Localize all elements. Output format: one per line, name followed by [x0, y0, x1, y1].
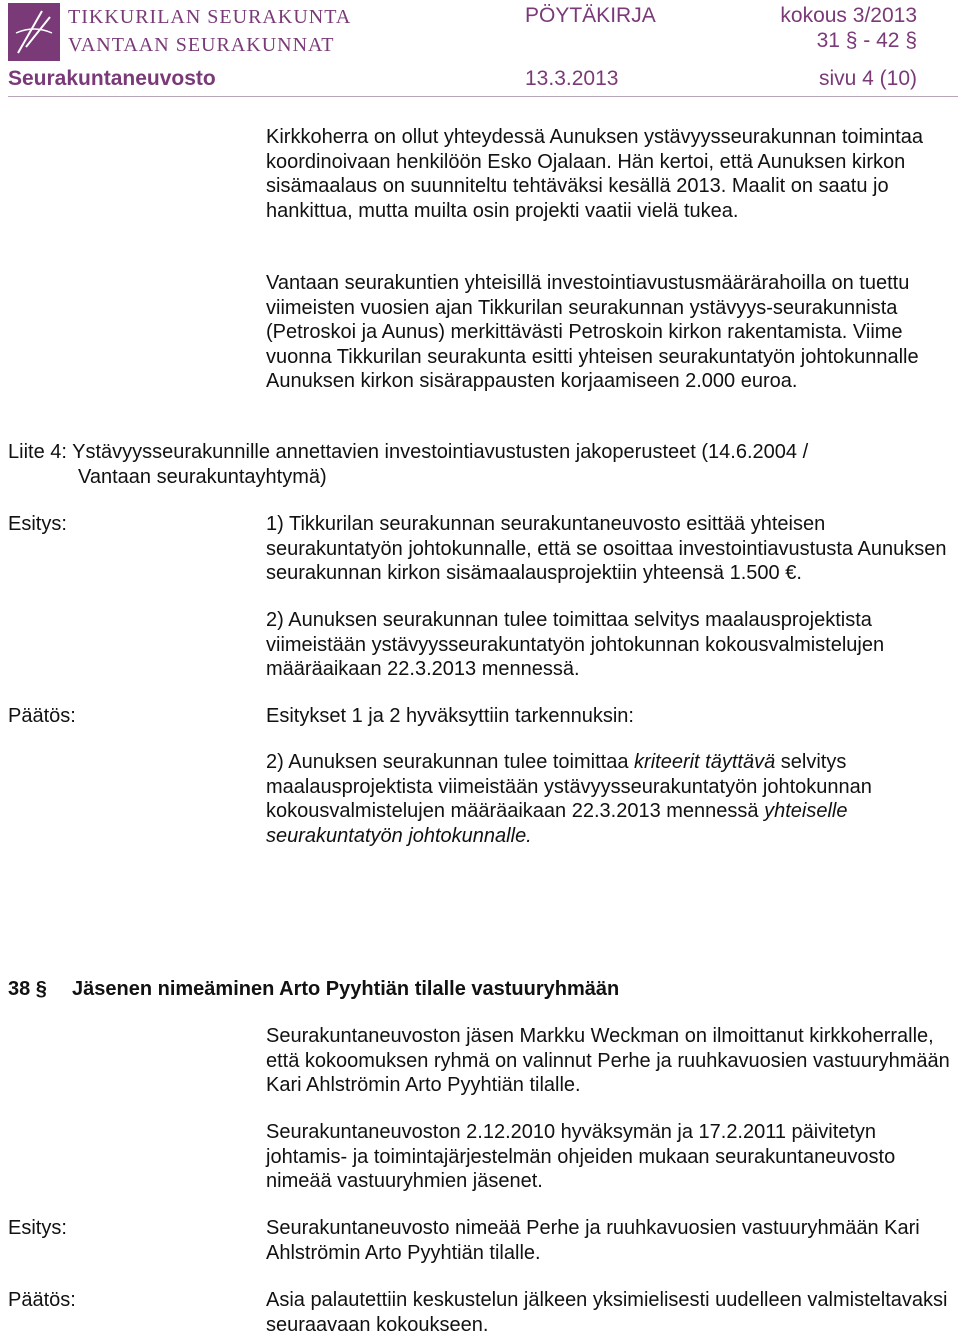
esitys-label: Esitys: [8, 513, 67, 535]
section-number: 38 § [8, 978, 47, 1000]
org-name-line2: VANTAAN SEURAKUNNAT [68, 34, 335, 56]
section-decision: Asia palautettiin keskustelun jälkeen yksimielisesti uudelleen valmisteltavaksi seuraavaan kokoukseen. [266, 1289, 948, 1336]
document-type: PÖYTÄKIRJA [525, 4, 656, 27]
section-heading [8, 977, 619, 1002]
attachment-note [8, 440, 953, 489]
meeting-date: 13.3.2013 [525, 67, 619, 90]
proposal-2: 2) Aunuksen seurakunnan tulee toimittaa selvitys maalausprojektista viimeistään ystävyysseurakuntatyön johtokunnan kokousvalmistelujen määräaikaan 22.3.2013 mennessä. [266, 609, 885, 680]
decision-2-part-a: 2) Aunuksen seurakunnan tulee toimittaa [266, 751, 635, 773]
decision-2 [266, 750, 958, 848]
section-paatos-label: Päätös: [8, 1289, 76, 1311]
meeting-number: kokous 3/2013 [780, 4, 917, 27]
paatos-label: Päätös: [8, 705, 76, 727]
header-divider [8, 96, 958, 97]
section-paragraph-2: Seurakuntaneuvoston 2.12.2010 hyväksymän ja 17.2.2011 päivitetyn johtamis- ja toimintajärjestelmän ohjeiden mukaan seurakuntaneuvosto nimeää vastuuryhmien jäsenet. [266, 1121, 896, 1192]
body-name: Seurakuntaneuvosto [8, 67, 216, 90]
section-proposal: Seurakuntaneuvosto nimeää Perhe ja ruuhkavuosien vastuuryhmään Kari Ahlströmin Arto Pyyhtiän tilalle. [266, 1217, 920, 1264]
paragraph-range: 31 § - 42 § [816, 29, 917, 52]
cross-icon [8, 3, 60, 61]
section-esitys-label: Esitys: [8, 1217, 67, 1239]
paragraph-funding: Vantaan seurakuntien yhteisillä investointiavustusmäärärahoilla on tuettu viimeisten vuosien ajan Tikkurilan seurakunnan ystävyys-seurakunnista (Petroskoi ja Aunus) merkittävästi Petroskoin kirkon rakentamista. Viime vuonna Tikkurilan seurakunta esitti yhteisen seurakuntatyön johtokunnalle Aunuksen kirkon sisärappausten korjaamiseen 2.000 euroa. [266, 272, 919, 392]
attachment-line1: Liite 4: Ystävyysseurakunnille annettavien investointiavustusten jakoperusteet (14.6.2004 / [8, 441, 809, 463]
parish-logo [8, 3, 60, 61]
proposal-1: 1) Tikkurilan seurakunnan seurakuntaneuvosto esittää yhteisen seurakuntatyön johtokunnalle, että se osoittaa investointiavustusta Aunuksen seurakunnan kirkon sisämaalausprojektiin yhteensä 1.500 €. [266, 513, 947, 584]
org-name-line1: TIKKURILAN SEURAKUNTA [68, 6, 352, 28]
page-number: sivu 4 (10) [818, 67, 917, 90]
decision-2-part-c: selvitys maalausprojektista viimeistään ystävyysseurakuntatyön johtokunnan kokousvalmistelujen määräaikaan 22.3.2013 mennessä [266, 751, 872, 822]
decision-1: Esitykset 1 ja 2 hyväksyttiin tarkennuksin: [266, 705, 634, 727]
section-title: Jäsenen nimeäminen Arto Pyyhtiän tilalle vastuuryhmään [72, 978, 620, 1000]
attachment-line2: Vantaan seurakuntayhtymä) [78, 465, 327, 488]
section-paragraph-1: Seurakuntaneuvoston jäsen Markku Weckman on ilmoittanut kirkkoherralle, että kokoomuksen ryhmä on valinnut Perhe ja ruuhkavuosien vastuuryhmään Kari Ahlströmin Arto Pyyhtiän tilalle. [266, 1025, 950, 1096]
decision-2-italic-a: kriteerit täyttävä [634, 751, 776, 773]
decision-2-italic-b: yhteiselle seurakuntatyön johtokunnalle. [266, 800, 848, 847]
paragraph-background: Kirkkoherra on ollut yhteydessä Aunuksen ystävyysseurakunnan toimintaa koordinoivaan henkilöön Esko Ojalaan. Hän kertoi, että Aunuksen kirkon sisämaalaus on suunniteltu tehtäväksi kesällä 2013. Maalit on saatu jo hankittua, mutta muilta osin projekti vaatii vielä tukea. [266, 126, 924, 222]
